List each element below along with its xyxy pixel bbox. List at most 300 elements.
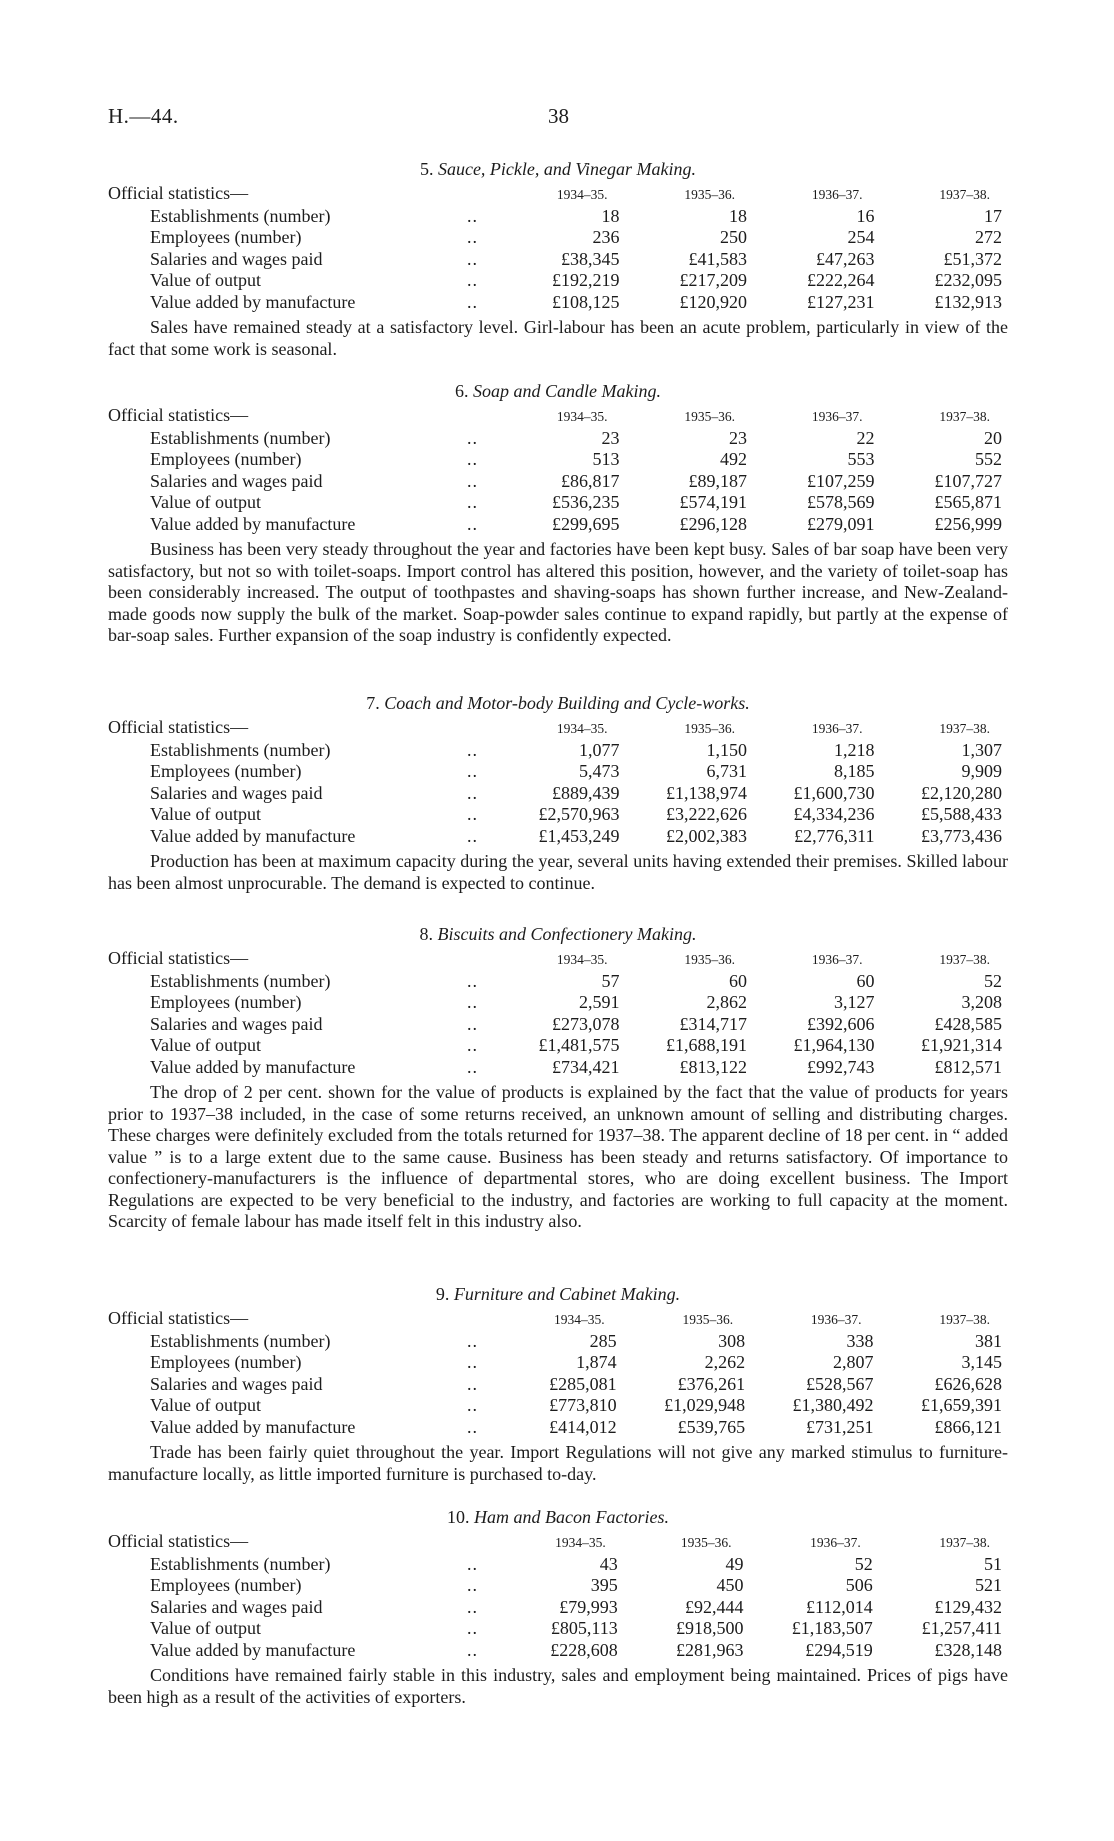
row-label: Value added by manufacture [150, 1639, 356, 1660]
table-cell: 16 [856, 205, 875, 226]
row-label: Value added by manufacture [150, 513, 356, 534]
official-statistics-label: Official statistics— [108, 183, 249, 203]
row-label: Employees (number) [150, 761, 302, 781]
section-5 [108, 158, 1008, 360]
row-label: Value of output [150, 492, 261, 512]
table-row [108, 804, 1008, 826]
table-row [108, 1618, 1008, 1640]
table-cell: £1,453,249 [538, 825, 620, 846]
leader-dots: .. [467, 825, 478, 846]
year-header: 1934–35. [556, 409, 608, 424]
section-commentary: Trade has been fairly quiet throughout the year. Import Regulations will not give any marked stimulus to furniture-manufacture locally, as little imported furniture is purchased to-day. [108, 1442, 1008, 1484]
row-label: Salaries and wages paid [150, 1596, 323, 1617]
statistics-table [108, 183, 1008, 313]
row-label-cell [108, 992, 498, 1014]
table-cell: 492 [720, 449, 747, 469]
leader-dots: .. [467, 1035, 478, 1055]
row-label: Employees (number) [150, 1352, 302, 1372]
table-cell: £1,659,391 [921, 1395, 1002, 1415]
table-cell: 3,127 [834, 992, 875, 1012]
table-cell: £127,231 [807, 291, 875, 312]
leader-dots: .. [467, 492, 478, 512]
section-name: Coach and Motor-body Building and Cycle-works. [384, 693, 750, 713]
table-row [108, 740, 1008, 762]
table-cell: 513 [592, 449, 620, 469]
leader-dots: .. [467, 449, 478, 469]
table-cell: £47,263 [816, 248, 875, 269]
year-header: 1935–36. [684, 721, 735, 736]
row-label: Establishments (number) [150, 1330, 331, 1351]
year-header: 1936–37. [810, 1312, 862, 1327]
table-cell: £314,717 [679, 1013, 747, 1034]
table-cell: £3,773,436 [921, 825, 1002, 846]
leader-dots: .. [467, 227, 478, 247]
table-cell: £866,121 [934, 1416, 1002, 1437]
row-label-cell [108, 249, 498, 271]
table-row [108, 1014, 1008, 1036]
table-row [108, 270, 1008, 292]
leader-dots: .. [467, 1395, 478, 1415]
table-cell: £107,259 [807, 470, 875, 491]
official-statistics-label: Official statistics— [108, 1308, 249, 1328]
table-cell: £222,264 [807, 270, 875, 290]
table-cell: £414,012 [549, 1416, 617, 1437]
row-label-cell [108, 1575, 498, 1597]
section-title [108, 692, 1008, 714]
row-label-cell [108, 1618, 498, 1640]
table-cell: 250 [720, 227, 747, 247]
table-row [108, 1352, 1008, 1374]
leader-dots: .. [467, 1330, 478, 1351]
leader-dots: .. [467, 992, 478, 1012]
section-number: 6. [455, 381, 469, 401]
table-cell: £734,421 [552, 1056, 620, 1077]
row-label-cell [108, 1554, 498, 1576]
page-number: 38 [548, 104, 569, 128]
statistics-table [108, 948, 1008, 1078]
row-label-cell [108, 514, 498, 536]
row-label-cell [108, 206, 498, 228]
leader-dots: .. [467, 1639, 478, 1660]
section-6 [108, 380, 1008, 647]
document-reference: H.—44. [108, 104, 179, 128]
table-cell: £578,569 [807, 492, 875, 512]
table-cell: £539,765 [677, 1416, 746, 1437]
section-number: 9. [435, 1284, 450, 1304]
table-cell: 57 [601, 970, 620, 991]
section-number: 7. [366, 693, 380, 713]
table-cell: £731,251 [806, 1416, 874, 1437]
leader-dots: .. [467, 291, 478, 312]
year-header: 1936–37. [810, 1535, 861, 1550]
statistics-table [108, 405, 1008, 535]
table-cell: 8,185 [834, 761, 875, 781]
table-cell: £108,125 [552, 291, 620, 312]
official-statistics-label: Official statistics— [108, 405, 249, 425]
section-9 [108, 1283, 1008, 1485]
section-number: 10. [447, 1507, 470, 1527]
section-name: Furniture and Cabinet Making. [453, 1284, 681, 1304]
table-cell: 506 [845, 1575, 873, 1595]
table-cell: £565,871 [934, 492, 1002, 512]
leader-dots: .. [467, 739, 478, 760]
table-cell: 2,862 [706, 992, 747, 1012]
row-label: Employees (number) [150, 227, 302, 247]
year-header: 1934–35. [556, 721, 608, 736]
table-cell: £112,014 [805, 1596, 873, 1617]
table-cell: £86,817 [561, 470, 620, 491]
year-header: 1936–37. [811, 187, 863, 202]
table-cell: 521 [975, 1575, 1002, 1595]
leader-dots: .. [467, 470, 478, 491]
table-cell: 18 [729, 205, 747, 226]
leader-dots: .. [467, 1575, 478, 1595]
section-commentary: Sales have remained steady at a satisfactory level. Girl-labour has been an acute problem, particularly in view of the fact that some work is seasonal. [108, 317, 1008, 359]
table-cell: £992,743 [807, 1056, 875, 1077]
row-label: Employees (number) [150, 992, 302, 1012]
row-label-cell [108, 492, 498, 514]
table-cell: £2,002,383 [666, 825, 747, 846]
table-cell: £2,776,311 [794, 825, 875, 846]
table-cell: 395 [590, 1575, 618, 1595]
table-cell: 60 [729, 970, 747, 991]
table-cell: £1,481,575 [538, 1035, 620, 1055]
row-label: Salaries and wages paid [150, 470, 323, 491]
section-number: 5. [419, 159, 434, 179]
year-header: 1937–38. [939, 952, 990, 967]
table-cell: £281,963 [675, 1639, 744, 1660]
row-label-cell [108, 971, 498, 993]
table-cell: £294,519 [805, 1639, 873, 1660]
row-label: Value added by manufacture [150, 291, 356, 312]
table-cell: 18 [601, 205, 620, 226]
row-label-cell [108, 1417, 498, 1439]
row-label: Salaries and wages paid [150, 1373, 323, 1394]
table-cell: 285 [589, 1330, 617, 1351]
table-cell: 49 [725, 1553, 744, 1574]
section-name: Soap and Candle Making. [473, 381, 661, 401]
table-cell: £1,921,314 [921, 1035, 1002, 1055]
table-cell: £256,999 [934, 513, 1002, 534]
table-row [108, 1575, 1008, 1597]
leader-dots: .. [467, 970, 478, 991]
table-cell: 17 [984, 205, 1002, 226]
year-header: 1934–35. [553, 1312, 605, 1327]
leader-dots: .. [467, 1013, 478, 1034]
statistics-table [108, 717, 1008, 847]
table-cell: 52 [854, 1553, 873, 1574]
section-commentary: Business has been very steady throughout the year and factories have been kept busy. Sales of bar soap have been very satisfactory, but not so with toilet-soaps. Import control has altered this position, however, and the variety of toilet-soap has been considerably increased. The output of toothpastes and shaving-soaps has shown further increase, and New-Zealand-made goods now supply the bulk of the market. Soap-powder sales continue to expand rapidly, but partly at the expense of bar-soap sales. Further expansion of the soap industry is confidently expected. [108, 539, 1008, 645]
leader-dots: .. [467, 1373, 478, 1394]
row-label: Employees (number) [150, 449, 302, 469]
table-cell: £107,727 [934, 470, 1002, 491]
table-cell: £812,571 [934, 1056, 1002, 1077]
row-label: Value added by manufacture [150, 825, 356, 846]
table-cell: 5,473 [579, 761, 620, 781]
table-cell: 254 [847, 227, 875, 247]
section-commentary: The drop of 2 per cent. shown for the value of products is explained by the fact that the value of products for years prior to 1937–38 included, in the case of some returns received, an unknown amount of selling and distributing charges. These charges were definitely excluded from the totals returned for 1937–38. The apparent decline of 18 per cent. in “ added value ” is to a large extent due to the same cause. Business has been steady and returns satisfactory. Of importance to confectionery-manufacturers is the influence of departmental stores, who are doing excellent business. The Import Regulations are expected to be very beneficial to the industry, and factories are working to full capacity at the moment. Scarcity of female labour has made itself felt in this industry also. [108, 1082, 1008, 1231]
table-row [108, 1331, 1008, 1353]
leader-dots: .. [467, 804, 478, 824]
table-cell: £773,810 [549, 1395, 617, 1415]
table-header-row [108, 1308, 1008, 1331]
table-cell: £626,628 [934, 1373, 1002, 1394]
table-cell: 2,807 [833, 1352, 874, 1372]
statistics-table [108, 1308, 1008, 1438]
row-label-cell [108, 292, 498, 314]
table-cell: £805,113 [550, 1618, 618, 1638]
table-cell: £92,444 [684, 1596, 744, 1617]
table-cell: 9,909 [961, 761, 1002, 781]
row-label-cell [108, 227, 498, 249]
section-commentary: Conditions have remained fairly stable in this industry, sales and employment being maintained. Prices of pigs have been high as a result of the activities of exporters. [108, 1665, 1008, 1707]
row-label: Salaries and wages paid [150, 248, 323, 269]
leader-dots: .. [467, 248, 478, 269]
year-header: 1936–37. [811, 721, 863, 736]
row-label-cell [108, 1331, 498, 1353]
row-label-cell [108, 1640, 498, 1662]
table-cell: £1,183,507 [791, 1618, 873, 1638]
table-cell: 23 [601, 427, 620, 448]
table-cell: 553 [847, 449, 875, 469]
table-cell: £132,913 [934, 291, 1002, 312]
table-cell: 60 [856, 970, 875, 991]
section-title [108, 158, 1008, 180]
table-cell: £528,567 [806, 1373, 874, 1394]
table-cell: £38,345 [561, 248, 620, 269]
row-label: Value of output [150, 804, 261, 824]
section-name: Biscuits and Confectionery Making. [437, 924, 697, 944]
row-label: Value added by manufacture [150, 1056, 356, 1077]
table-cell: 6,731 [706, 761, 747, 781]
table-cell: 2,591 [579, 992, 620, 1012]
section-name: Ham and Bacon Factories. [474, 1507, 669, 1527]
table-cell: £392,606 [807, 1013, 875, 1034]
table-cell: 2,262 [704, 1352, 746, 1372]
table-row [108, 783, 1008, 805]
row-label-cell [108, 804, 498, 826]
table-cell: £41,583 [688, 248, 747, 269]
row-label: Salaries and wages paid [150, 1013, 323, 1034]
table-cell: £79,993 [559, 1596, 618, 1617]
table-row [108, 1035, 1008, 1057]
year-header: 1934–35. [556, 187, 608, 202]
row-label-cell [108, 449, 498, 471]
row-label-cell [108, 783, 498, 805]
row-label-cell [108, 1057, 498, 1079]
table-cell: £279,091 [807, 513, 875, 534]
table-cell: £1,029,948 [664, 1395, 746, 1415]
table-row [108, 292, 1008, 314]
leader-dots: .. [467, 1618, 478, 1638]
table-cell: £299,695 [552, 513, 620, 534]
row-label-cell [108, 1035, 498, 1057]
table-cell: 236 [592, 227, 620, 247]
table-cell: 43 [599, 1553, 618, 1574]
row-label-cell [108, 270, 498, 292]
table-cell: 3,145 [961, 1352, 1002, 1372]
official-statistics-label: Official statistics— [108, 1531, 249, 1551]
leader-dots: .. [467, 782, 478, 803]
leader-dots: .. [467, 513, 478, 534]
year-header: 1935–36. [684, 187, 735, 202]
table-header-row [108, 948, 1008, 971]
year-header: 1936–37. [811, 952, 863, 967]
section-7 [108, 692, 1008, 894]
table-cell: £4,334,236 [793, 804, 875, 824]
table-row [108, 206, 1008, 228]
year-header: 1937–38. [939, 409, 990, 424]
row-label-cell [108, 471, 498, 493]
table-row [108, 826, 1008, 848]
table-row [108, 1554, 1008, 1576]
table-cell: £1,138,974 [666, 782, 747, 803]
table-cell: 1,874 [576, 1352, 617, 1372]
table-row [108, 1597, 1008, 1619]
table-cell: 22 [856, 427, 875, 448]
row-label: Employees (number) [150, 1575, 302, 1595]
table-cell: £89,187 [688, 470, 747, 491]
row-label: Establishments (number) [150, 739, 331, 760]
leader-dots: .. [467, 761, 478, 781]
table-cell: £428,585 [934, 1013, 1002, 1034]
table-cell: 272 [975, 227, 1002, 247]
row-label: Value of output [150, 1035, 261, 1055]
table-cell: £574,191 [679, 492, 747, 512]
row-label-cell [108, 1014, 498, 1036]
year-header: 1934–35. [556, 952, 608, 967]
year-header: 1937–38. [939, 187, 990, 202]
table-row [108, 1374, 1008, 1396]
table-cell: £328,148 [934, 1639, 1002, 1660]
table-header-row [108, 1531, 1008, 1554]
leader-dots: .. [467, 270, 478, 290]
year-header: 1934–35. [555, 1535, 606, 1550]
table-cell: £296,128 [679, 513, 747, 534]
year-header: 1935–36. [684, 952, 735, 967]
row-label: Establishments (number) [150, 970, 331, 991]
table-cell: £376,261 [677, 1373, 746, 1394]
table-row [108, 471, 1008, 493]
table-row [108, 1417, 1008, 1439]
table-cell: £192,219 [552, 270, 620, 290]
table-row [108, 1395, 1008, 1417]
table-cell: 381 [975, 1330, 1002, 1351]
table-cell: £232,095 [934, 270, 1002, 290]
table-cell: £2,570,963 [538, 804, 620, 824]
statistics-table [108, 1531, 1008, 1661]
section-8 [108, 923, 1008, 1233]
table-cell: £228,608 [550, 1639, 618, 1660]
section-10 [108, 1506, 1008, 1708]
table-cell: 20 [984, 427, 1002, 448]
table-cell: £51,372 [943, 248, 1002, 269]
table-cell: £813,122 [679, 1056, 747, 1077]
table-row [108, 449, 1008, 471]
row-label-cell [108, 740, 498, 762]
table-cell: 552 [975, 449, 1002, 469]
leader-dots: .. [467, 1056, 478, 1077]
table-cell: 51 [984, 1553, 1002, 1574]
table-header-row [108, 183, 1008, 206]
leader-dots: .. [467, 205, 478, 226]
table-header-row [108, 405, 1008, 428]
leader-dots: .. [467, 1352, 478, 1372]
table-row [108, 992, 1008, 1014]
section-number: 8. [419, 924, 434, 944]
table-row [108, 1057, 1008, 1079]
table-cell: 450 [716, 1575, 744, 1595]
table-cell: 338 [846, 1330, 874, 1351]
row-label: Establishments (number) [150, 205, 331, 226]
year-header: 1935–36. [680, 1535, 732, 1550]
row-label-cell [108, 1352, 498, 1374]
table-row [108, 492, 1008, 514]
row-label-cell [108, 761, 498, 783]
row-label-cell [108, 1374, 498, 1396]
table-row [108, 971, 1008, 993]
table-row [108, 249, 1008, 271]
table-cell: £536,235 [552, 492, 620, 512]
table-cell: £285,081 [549, 1373, 617, 1394]
table-cell: £120,920 [679, 291, 747, 312]
section-title [108, 923, 1008, 945]
table-row [108, 1640, 1008, 1662]
section-name: Sauce, Pickle, and Vinegar Making. [437, 159, 697, 179]
leader-dots: .. [467, 427, 478, 448]
year-header: 1937–38. [939, 721, 990, 736]
year-header: 1936–37. [811, 409, 863, 424]
row-label-cell [108, 826, 498, 848]
table-cell: 52 [984, 970, 1002, 991]
table-cell: £889,439 [552, 782, 620, 803]
table-cell: 1,218 [834, 739, 875, 760]
year-header: 1935–36. [684, 409, 735, 424]
leader-dots: .. [467, 1596, 478, 1617]
table-cell: £1,380,492 [792, 1395, 874, 1415]
table-cell: 23 [729, 427, 747, 448]
table-cell: £1,688,191 [666, 1035, 747, 1055]
table-cell: £129,432 [934, 1596, 1002, 1617]
row-label: Salaries and wages paid [150, 782, 323, 803]
section-title [108, 1506, 1008, 1528]
row-label: Value of output [150, 1618, 261, 1638]
row-label: Value of output [150, 270, 261, 290]
table-cell: £1,257,411 [921, 1618, 1002, 1638]
leader-dots: .. [467, 1416, 478, 1437]
row-label: Value of output [150, 1395, 261, 1415]
year-header: 1935–36. [682, 1312, 734, 1327]
section-title [108, 380, 1008, 402]
table-cell: 308 [718, 1330, 746, 1351]
table-header-row [108, 717, 1008, 740]
table-cell: 1,307 [961, 739, 1002, 760]
table-cell: £3,222,626 [666, 804, 747, 824]
row-label: Value added by manufacture [150, 1416, 356, 1437]
table-cell: £1,600,730 [793, 782, 875, 803]
table-cell: £918,500 [675, 1618, 744, 1638]
table-cell: £217,209 [679, 270, 747, 290]
table-row [108, 514, 1008, 536]
table-cell: £5,588,433 [921, 804, 1002, 824]
official-statistics-label: Official statistics— [108, 717, 249, 737]
table-cell: £1,964,130 [793, 1035, 875, 1055]
table-row [108, 428, 1008, 450]
section-commentary: Production has been at maximum capacity during the year, several units having extended their premises. Skilled labour has been almost unprocurable. The demand is expected to continue. [108, 851, 1008, 893]
year-header: 1937–38. [939, 1535, 990, 1550]
row-label: Establishments (number) [150, 1553, 331, 1574]
year-header: 1937–38. [939, 1312, 990, 1327]
